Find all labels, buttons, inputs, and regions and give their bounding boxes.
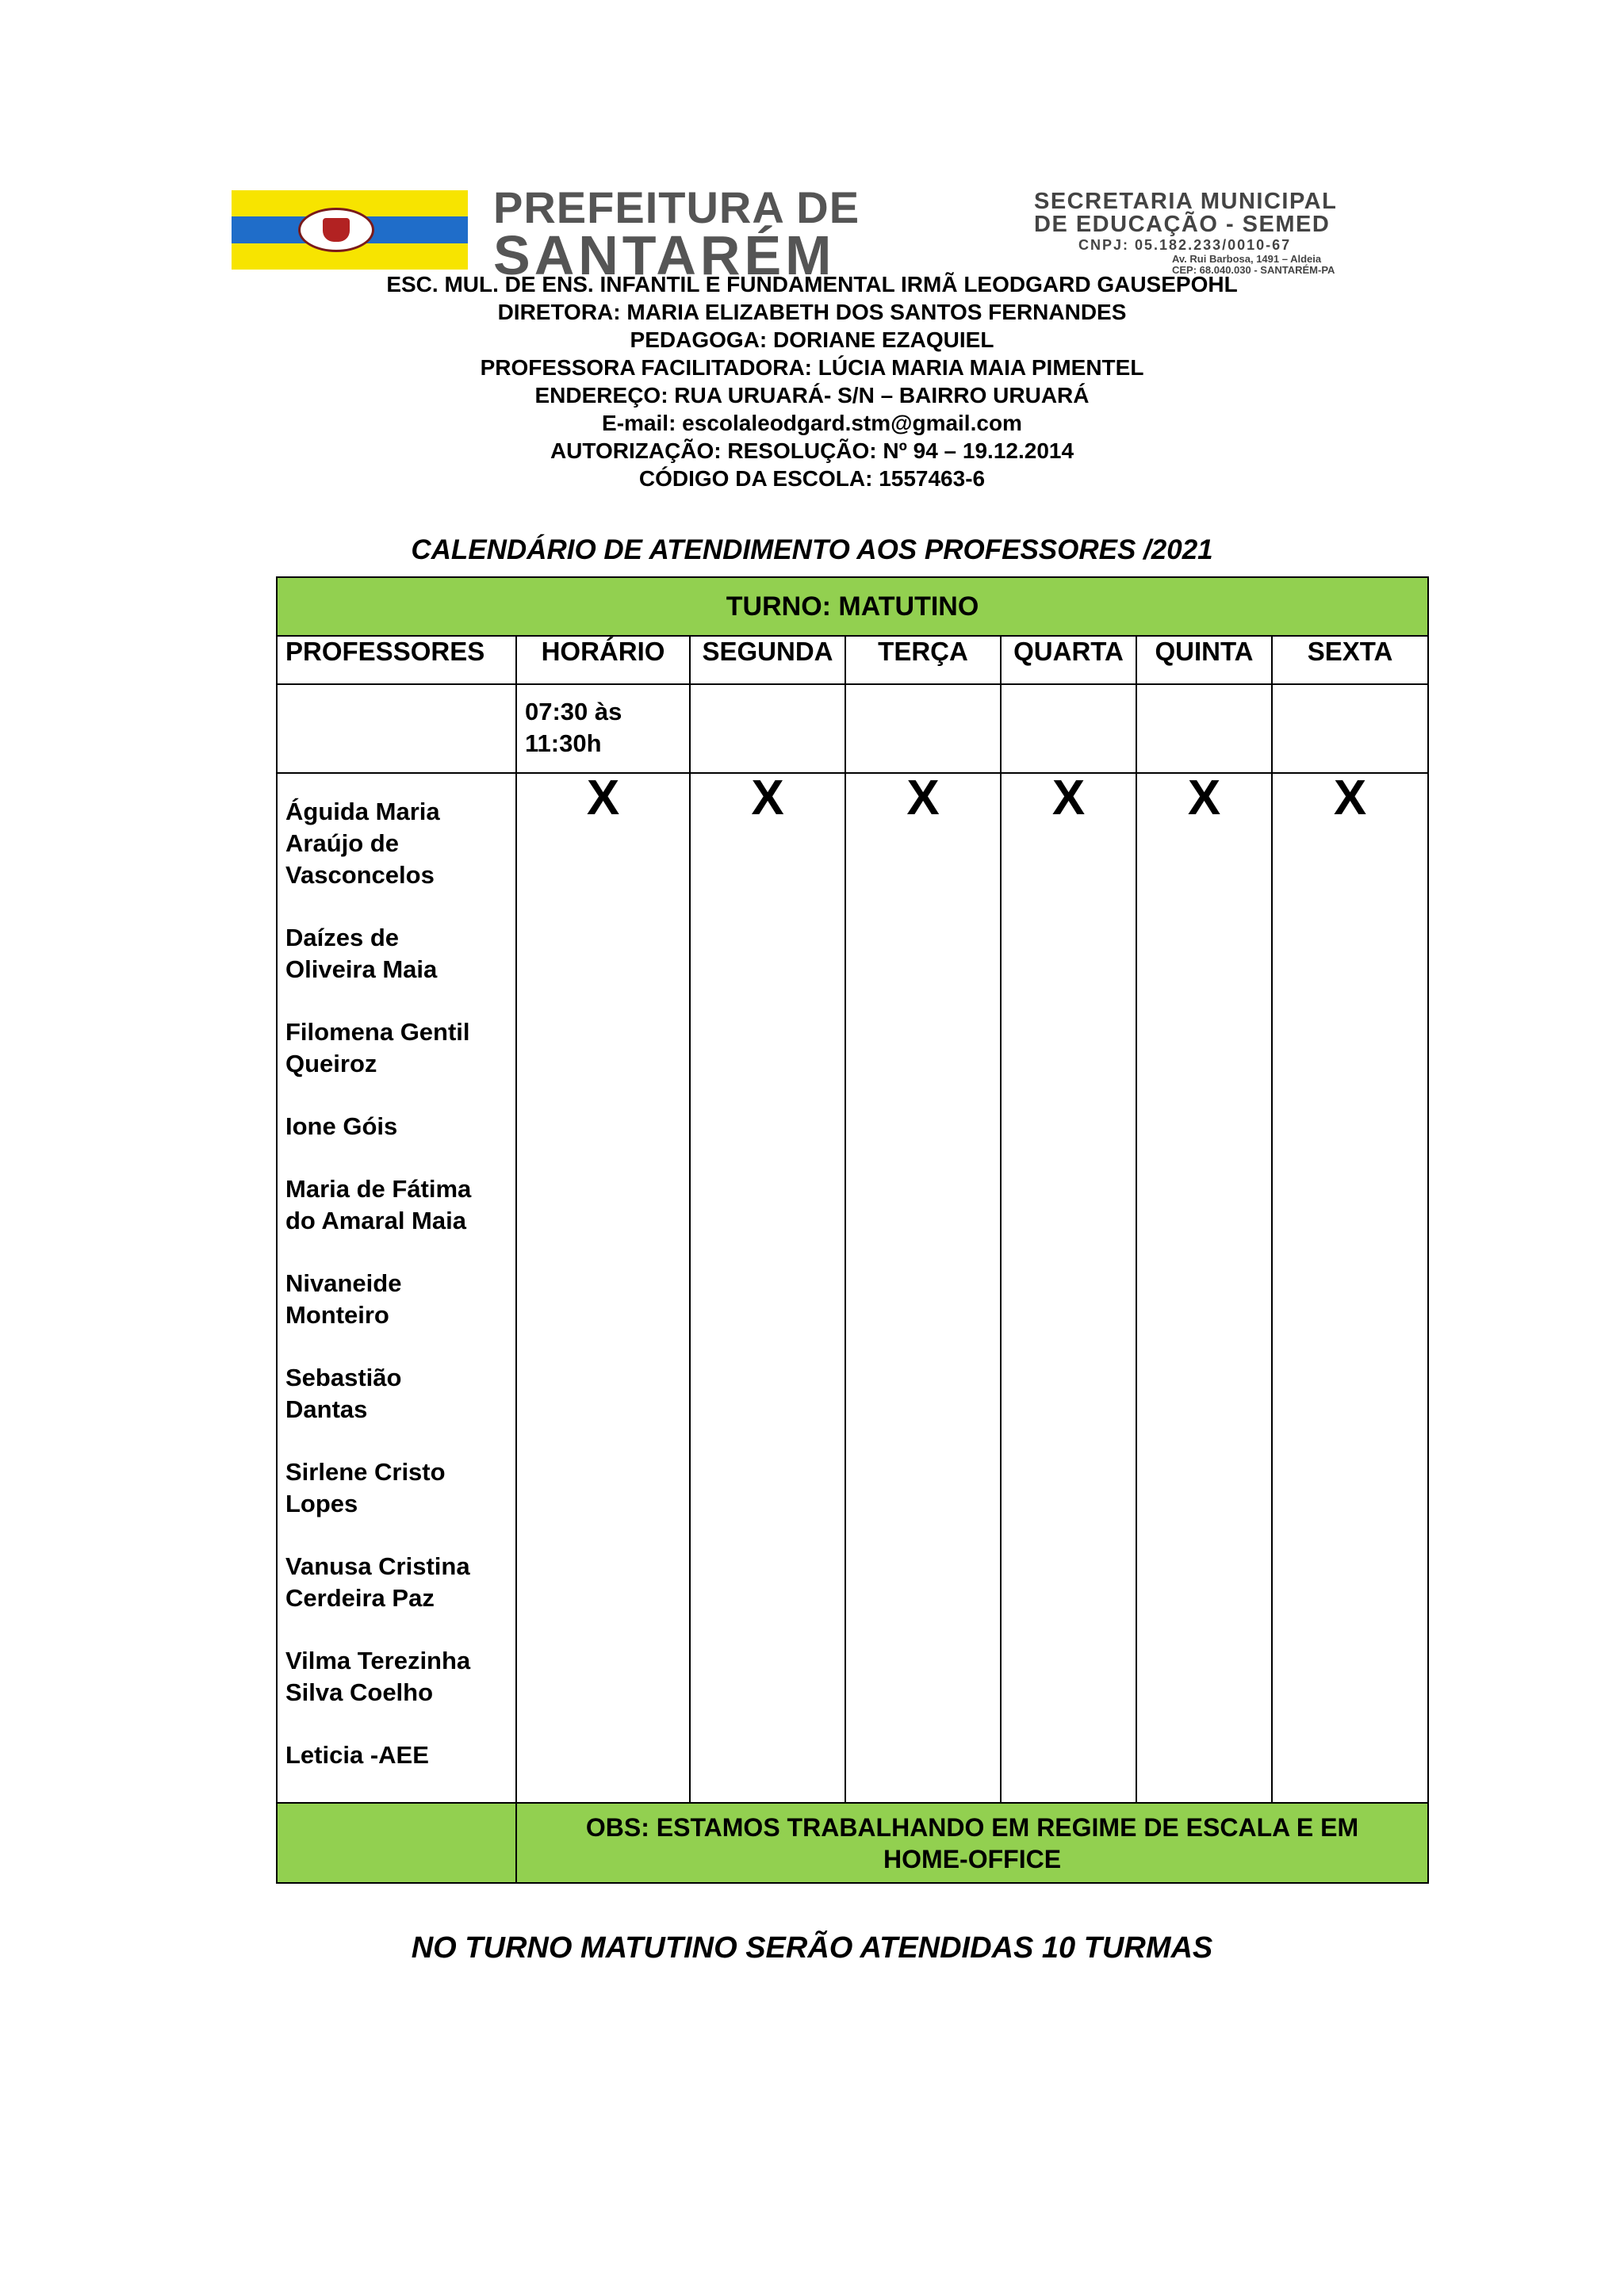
- prefeitura-line1: PREFEITURA DE: [493, 182, 860, 232]
- empty-cell: [845, 684, 1001, 773]
- time-row: [277, 684, 1428, 773]
- teacher-name-line: Oliveira Maia: [285, 955, 438, 983]
- school-name: ESC. MUL. DE ENS. INFANTIL E FUNDAMENTAL IRMÃ LEODGARD GAUSEPOHL: [386, 272, 1238, 297]
- teacher-name-line: Sebastião: [285, 1364, 402, 1391]
- list-item: [285, 1456, 515, 1520]
- mark-horario: X: [516, 773, 690, 1803]
- schedule-table: [276, 576, 1429, 1884]
- time-line1: 07:30 às: [525, 698, 622, 725]
- school-facilitator: PROFESSORA FACILITADORA: LÚCIA MARIA MAIA PIMENTEL: [480, 355, 1144, 380]
- list-item: [285, 1739, 515, 1771]
- semed-address-line2: CEP: 68.040.030 - SANTARÉM-PA: [1172, 264, 1335, 276]
- list-item: [285, 1016, 515, 1080]
- teacher-name-line: Leticia -AEE: [285, 1741, 429, 1769]
- teacher-name-line: Monteiro: [285, 1301, 389, 1329]
- list-item: [285, 922, 515, 985]
- column-header-quarta: QUARTA: [1001, 636, 1136, 684]
- time-cell: [516, 684, 690, 773]
- list-item: [285, 1645, 515, 1709]
- secretaria-line2: DE EDUCAÇÃO - SEMED: [1034, 212, 1331, 237]
- school-email: E-mail: escolaleodgard.stm@gmail.com: [602, 411, 1022, 435]
- mark-quarta: X: [1001, 773, 1136, 1803]
- teachers-row: [277, 773, 1428, 1803]
- column-header-segunda: SEGUNDA: [690, 636, 845, 684]
- teacher-name-line: Vanusa Cristina: [285, 1552, 470, 1580]
- teacher-name-line: Araújo de: [285, 829, 399, 857]
- secretaria-line1: SECRETARIA MUNICIPAL: [1034, 189, 1338, 214]
- column-header-quinta: QUINTA: [1136, 636, 1272, 684]
- empty-cell: [1136, 684, 1272, 773]
- list-item: [285, 1173, 515, 1237]
- teacher-name-line: Nivaneide: [285, 1269, 402, 1297]
- mark-terca: X: [845, 773, 1001, 1803]
- teachers-cell: [277, 773, 516, 1803]
- cnpj: CNPJ: 05.182.233/0010-67: [1078, 237, 1292, 253]
- turno-header: TURNO: MATUTINO: [277, 577, 1428, 636]
- teacher-name-line: Maria de Fátima: [285, 1175, 472, 1203]
- list-item: [285, 1362, 515, 1425]
- teacher-name-line: Filomena Gentil: [285, 1018, 470, 1046]
- teacher-name-line: Vasconcelos: [285, 861, 435, 889]
- obs-line2: HOME-OFFICE: [883, 1844, 1062, 1873]
- teacher-name-line: Dantas: [285, 1395, 368, 1423]
- teacher-name-line: Lopes: [285, 1490, 358, 1517]
- coat-of-arms-icon: [298, 208, 374, 252]
- column-header-terca: TERÇA: [845, 636, 1001, 684]
- teacher-name-line: Queiroz: [285, 1050, 377, 1077]
- teacher-name-line: Ione Góis: [285, 1112, 398, 1140]
- column-header-horario: HORÁRIO: [516, 636, 690, 684]
- obs-line1: OBS: ESTAMOS TRABALHANDO EM REGIME DE ESCALA E EM: [585, 1812, 1359, 1842]
- list-item: [285, 1268, 515, 1331]
- calendar-title: CALENDÁRIO DE ATENDIMENTO AOS PROFESSORES /2021: [411, 534, 1213, 565]
- column-header-sexta: SEXTA: [1272, 636, 1428, 684]
- list-item: [285, 796, 515, 891]
- school-address: ENDEREÇO: RUA URUARÁ- S/N – BAIRRO URUARÁ: [534, 383, 1090, 408]
- prefeitura-line2: SANTARÉM: [493, 224, 836, 286]
- semed-address-line1: Av. Rui Barbosa, 1491 – Aldeia: [1172, 253, 1322, 265]
- column-header-professores: PROFESSORES: [277, 636, 516, 684]
- teacher-name-line: Daízes de: [285, 924, 400, 951]
- empty-cell: [1272, 684, 1428, 773]
- teacher-list: [278, 774, 515, 1771]
- santarem-flag-icon: [232, 190, 468, 270]
- teacher-name-line: Sirlene Cristo: [285, 1458, 446, 1486]
- list-item: [285, 1111, 515, 1142]
- obs-row: [277, 1803, 1428, 1883]
- column-header-row: [277, 636, 1428, 684]
- teacher-name-line: Silva Coelho: [285, 1678, 434, 1706]
- teacher-name-line: Águida Maria: [285, 798, 440, 825]
- school-director: DIRETORA: MARIA ELIZABETH DOS SANTOS FERNANDES: [497, 300, 1127, 324]
- teacher-name-line: Cerdeira Paz: [285, 1584, 435, 1612]
- obs-empty-cell: [277, 1803, 516, 1883]
- empty-cell: [690, 684, 845, 773]
- time-line2: 11:30h: [525, 729, 602, 757]
- prefeitura-logo-text: [493, 182, 860, 286]
- teacher-name-line: Vilma Terezinha: [285, 1647, 471, 1674]
- school-authorization: AUTORIZAÇÃO: RESOLUÇÃO: Nº 94 – 19.12.2014: [550, 438, 1074, 463]
- mark-quinta: X: [1136, 773, 1272, 1803]
- obs-note: [516, 1803, 1428, 1883]
- teacher-name-line: do Amaral Maia: [285, 1207, 466, 1234]
- school-pedagogue: PEDAGOGA: DORIANE EZAQUIEL: [630, 327, 994, 352]
- list-item: [285, 1551, 515, 1614]
- footer-note: NO TURNO MATUTINO SERÃO ATENDIDAS 10 TURMAS: [411, 1931, 1213, 1965]
- school-code: CÓDIGO DA ESCOLA: 1557463-6: [638, 466, 986, 491]
- school-info: [0, 270, 1624, 492]
- mark-segunda: X: [690, 773, 845, 1803]
- semed-logo-text: [1034, 190, 1462, 276]
- empty-cell: [1001, 684, 1136, 773]
- mark-sexta: X: [1272, 773, 1428, 1803]
- empty-cell: [277, 684, 516, 773]
